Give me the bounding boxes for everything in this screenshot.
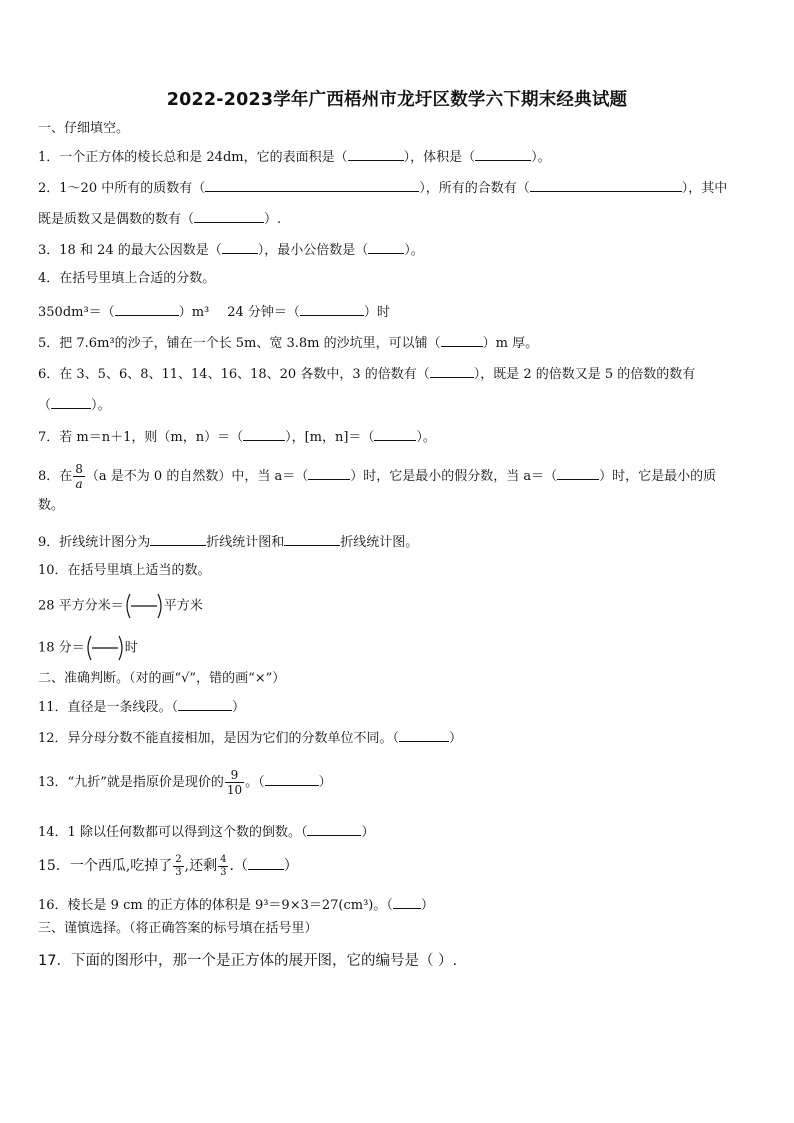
question-4-items bbox=[38, 302, 390, 321]
question-1 bbox=[38, 147, 551, 166]
page-title: 2022-2023学年广西梧州市龙圩区数学六下期末经典试题 bbox=[166, 90, 628, 110]
q8-text-c: ）时，它是最小的假分数，当 a＝（ bbox=[350, 469, 558, 484]
q9-blank-2[interactable] bbox=[284, 532, 340, 546]
question-10: 10．在括号里填上适当的数。 bbox=[38, 563, 211, 578]
q11-text-b: ） bbox=[232, 700, 246, 715]
q1-text-a: 1．一个正方体的棱长总和是 24dm，它的表面积是（ bbox=[38, 150, 348, 165]
q15-fraction-1-numerator: 2 bbox=[175, 853, 182, 865]
q14-text-b: ） bbox=[361, 825, 375, 840]
q4-text-d: 24 分钟＝（ bbox=[227, 305, 300, 320]
q15-text-b: ,还剩 bbox=[184, 858, 218, 874]
q10-text-b: 28 平方分米＝ bbox=[38, 598, 124, 614]
q12-text-b: ） bbox=[449, 731, 463, 746]
q6-text-b: ），既是 2 的倍数又是 5 的倍数的数有 bbox=[473, 367, 696, 382]
q13-fraction bbox=[225, 769, 244, 796]
q10-fraction-blank-2[interactable] bbox=[85, 634, 125, 662]
q13-text-a: 13．“九折”就是指原价是现价的 bbox=[38, 775, 224, 790]
question-14 bbox=[38, 822, 374, 841]
q15-text-a: 15．一个西瓜,吃掉了 bbox=[38, 858, 173, 874]
q8-fraction-numerator: 8 bbox=[75, 462, 83, 476]
q15-text-d: ） bbox=[283, 858, 298, 874]
q15-fraction-1-denominator: 3 bbox=[175, 866, 182, 878]
q15-fraction-2 bbox=[218, 855, 228, 878]
q15-text-c: .（ bbox=[229, 858, 248, 874]
q5-text-b: ）m 厚。 bbox=[482, 336, 539, 351]
question-9 bbox=[38, 532, 418, 551]
q7-text-a: 7．若 m＝n＋1，则（m，n）＝（ bbox=[38, 430, 244, 445]
q6-text-c: （ bbox=[38, 398, 52, 413]
q2-blank-3[interactable] bbox=[194, 209, 264, 223]
q2-text-b: ），所有的合数有（ bbox=[419, 181, 530, 196]
q3-text-c: ）。 bbox=[404, 243, 424, 258]
question-5 bbox=[38, 333, 538, 352]
q3-blank-2[interactable] bbox=[368, 240, 404, 254]
q1-text-b: ），体积是（ bbox=[403, 150, 476, 165]
q13-fraction-numerator: 9 bbox=[225, 769, 244, 783]
q7-blank-1[interactable] bbox=[243, 427, 285, 441]
question-2-cont bbox=[38, 209, 281, 228]
question-3 bbox=[38, 240, 424, 259]
q10-text-e: 时 bbox=[124, 640, 138, 656]
q11-blank[interactable] bbox=[178, 697, 232, 711]
q10-text-c: 平方米 bbox=[163, 598, 203, 614]
q1-blank-1[interactable] bbox=[348, 147, 404, 161]
q8-blank-2[interactable] bbox=[557, 466, 599, 480]
q4-text-b: 350dm³＝（ bbox=[38, 305, 115, 320]
q7-blank-2[interactable] bbox=[374, 427, 416, 441]
q9-text-b: 折线统计图和 bbox=[206, 535, 285, 550]
q4-text-c: ）m³ bbox=[178, 305, 210, 320]
q8-fraction-denominator: a bbox=[75, 477, 83, 491]
q10-text-d: 18 分＝ bbox=[38, 640, 85, 656]
q14-text-a: 14．1 除以任何数都可以得到这个数的倒数。（ bbox=[38, 825, 308, 840]
q3-blank-1[interactable] bbox=[222, 240, 258, 254]
question-11 bbox=[38, 697, 245, 716]
q8-text-a: 8．在 bbox=[38, 469, 73, 484]
question-10-item-2 bbox=[38, 634, 138, 663]
question-16 bbox=[38, 895, 434, 914]
section-heading-fill-blank: 一、仔细填空。 bbox=[38, 121, 130, 136]
section-heading-judgement: 二、准确判断。（对的画“√”，错的画“×”） bbox=[38, 671, 286, 686]
q6-text-a: 6．在 3、5、6、8、11、14、16、18、20 各数中，3 的倍数有（ bbox=[38, 367, 430, 382]
q2-blank-1[interactable] bbox=[205, 178, 419, 192]
q4-text-e: ）时 bbox=[363, 305, 390, 320]
q1-text-c: ）。 bbox=[531, 150, 551, 165]
question-2 bbox=[38, 178, 727, 197]
q3-text-a: 3．18 和 24 的最大公因数是（ bbox=[38, 243, 222, 258]
question-13 bbox=[38, 768, 332, 798]
q6-text-d: ）。 bbox=[91, 398, 111, 413]
q11-text-a: 11．直径是一条线段。（ bbox=[38, 700, 179, 715]
q8-text-b: （a 是不为 0 的自然数）中，当 a＝（ bbox=[85, 469, 309, 484]
question-8-cont: 数。 bbox=[38, 498, 65, 513]
q15-fraction-1 bbox=[173, 855, 183, 878]
q2-text-e: ）. bbox=[264, 212, 282, 227]
q2-text-d: 既是质数又是偶数的数有（ bbox=[38, 212, 195, 227]
q1-blank-2[interactable] bbox=[475, 147, 531, 161]
q16-blank[interactable] bbox=[393, 895, 421, 909]
question-10-item-1 bbox=[38, 592, 203, 621]
question-7 bbox=[38, 427, 436, 446]
q15-blank[interactable] bbox=[248, 856, 284, 870]
q2-text-a: 2．1～20 中所有的质数有（ bbox=[38, 181, 206, 196]
q2-blank-2[interactable] bbox=[530, 178, 682, 192]
q4-blank-2[interactable] bbox=[300, 302, 364, 316]
q6-blank-1[interactable] bbox=[430, 364, 474, 378]
q12-blank[interactable] bbox=[399, 728, 449, 742]
q7-text-b: ），[m，n]＝（ bbox=[285, 430, 375, 445]
q8-fraction bbox=[73, 463, 85, 490]
q4-blank-1[interactable] bbox=[115, 302, 179, 316]
question-6-cont bbox=[38, 395, 111, 414]
q15-fraction-2-numerator: 4 bbox=[220, 853, 227, 865]
q5-text-a: 5．把 7.6m³的沙子，铺在一个长 5m、宽 3.8m 的沙坑里，可以铺（ bbox=[38, 336, 441, 351]
q12-text-a: 12．异分母分数不能直接相加，是因为它们的分数单位不同。（ bbox=[38, 731, 400, 746]
section-heading-choice: 三、谨慎选择。（将正确答案的标号填在括号里） bbox=[38, 921, 318, 936]
q16-text-b: ） bbox=[420, 898, 434, 913]
q13-text-c: ） bbox=[318, 775, 332, 790]
q13-fraction-denominator: 10 bbox=[226, 783, 243, 797]
q6-blank-2[interactable] bbox=[51, 395, 91, 409]
q10-fraction-blank-1[interactable] bbox=[124, 592, 164, 620]
question-17: 17．下面的图形中，那一个是正方体的展开图，它的编号是（ ）. bbox=[38, 953, 458, 969]
q9-blank-1[interactable] bbox=[150, 532, 206, 546]
q9-text-a: 9．折线统计图分为 bbox=[38, 535, 151, 550]
q13-text-b: 。（ bbox=[245, 775, 265, 790]
q9-text-c: 折线统计图。 bbox=[340, 535, 419, 550]
q3-text-b: ），最小公倍数是（ bbox=[257, 243, 369, 258]
q13-blank[interactable] bbox=[265, 772, 319, 786]
q8-blank-1[interactable] bbox=[308, 466, 350, 480]
q16-text-a: 16．棱长是 9 cm 的正方体的体积是 9³＝9×3＝27(cm³)。（ bbox=[38, 898, 393, 913]
question-12 bbox=[38, 728, 462, 747]
question-8 bbox=[38, 463, 716, 490]
q14-blank[interactable] bbox=[307, 822, 361, 836]
question-4: 4．在括号里填上合适的分数。 bbox=[38, 271, 216, 286]
q5-blank-1[interactable] bbox=[441, 333, 483, 347]
q7-text-c: ）。 bbox=[416, 430, 436, 445]
q8-text-d: ）时，它是最小的质 bbox=[599, 469, 717, 484]
q15-fraction-2-denominator: 3 bbox=[220, 866, 227, 878]
question-6 bbox=[38, 364, 695, 383]
question-15 bbox=[38, 853, 298, 879]
q2-text-c: ），其中 bbox=[681, 181, 728, 196]
